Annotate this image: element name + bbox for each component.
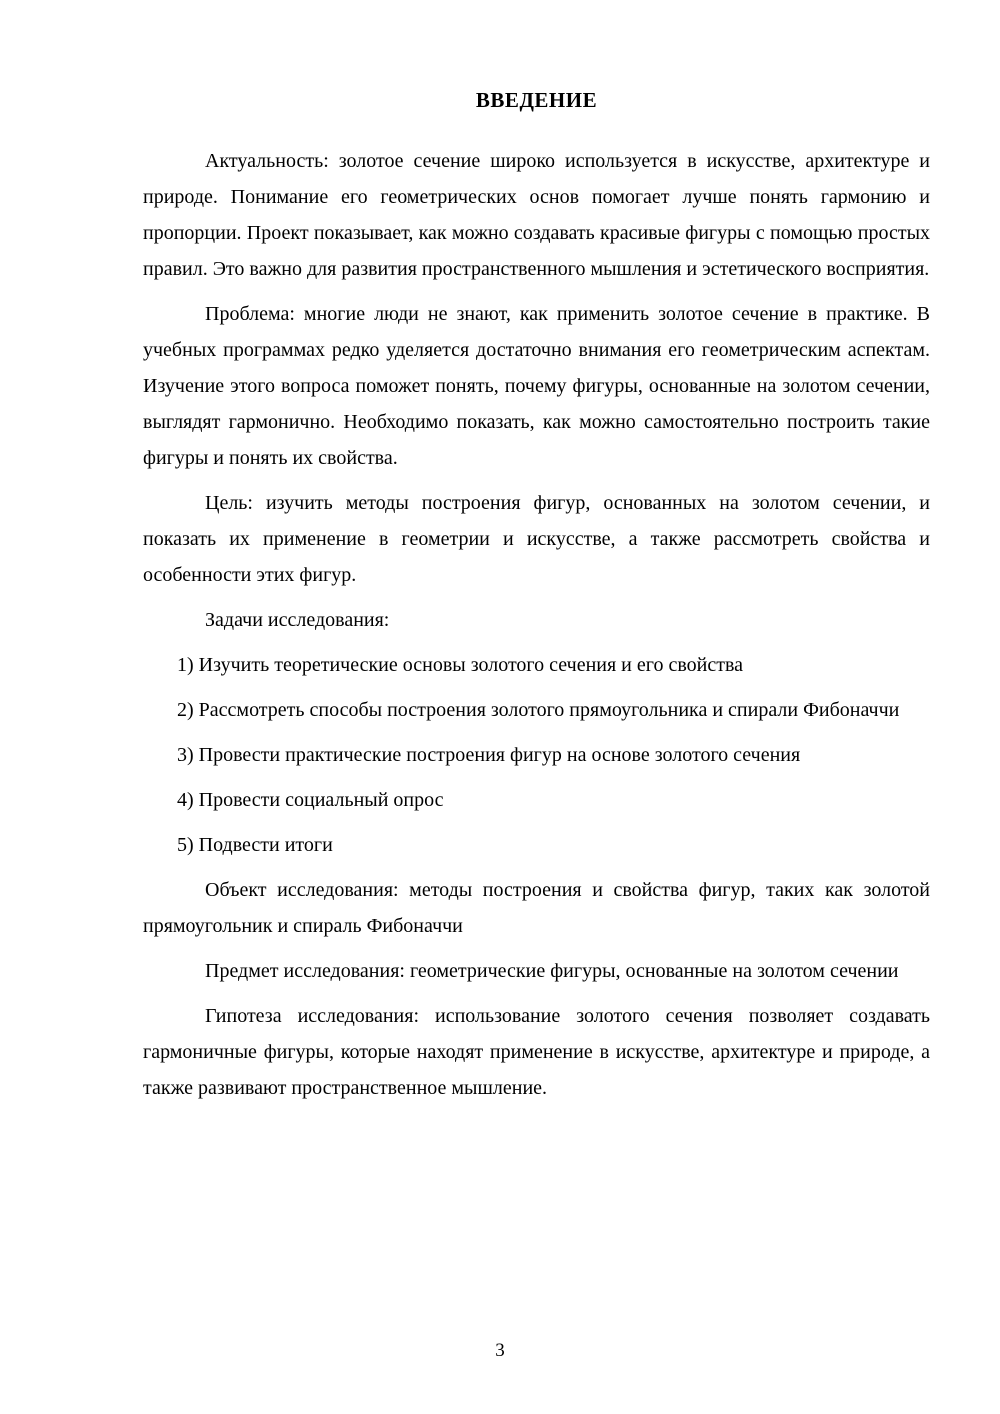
paragraph-hypothesis: Гипотеза исследования: использование золотого сечения позволяет создавать гармоничные фигуры, которые находят применение в искусстве, архитектуре и природе, а также развивают пространственное мышление.: [143, 1005, 930, 1099]
task-list-item-1: 1) Изучить теоретические основы золотого сечения и его свойства: [177, 654, 744, 676]
task-list-item-5: 5) Подвести итоги: [177, 834, 333, 856]
paragraph-object: Объект исследования: методы построения и свойства фигур, таких как золотой прямоугольник и спираль Фибоначчи: [143, 879, 930, 937]
task-list-item-4: 4) Провести социальный опрос: [177, 789, 444, 811]
page-number: 3: [495, 1340, 505, 1361]
task-list-item-2: 2) Рассмотреть способы построения золотого прямоугольника и спирали Фибоначчи: [177, 699, 900, 721]
paragraph-subject: Предмет исследования: геометрические фигуры, основанные на золотом сечении: [205, 960, 899, 982]
paragraph-relevance: Актуальность: золотое сечение широко используется в искусстве, архитектуре и природе. Понимание его геометрических основ помогает лучше понять гармонию и пропорции. Проект показывает, как можно создавать красивые фигуры с помощью простых правил. Это важно для развития пространственного мышления и эстетического восприятия.: [143, 150, 930, 280]
paragraph-goal: Цель: изучить методы построения фигур, основанных на золотом сечении, и показать их применение в геометрии и искусстве, а также рассмотреть свойства и особенности этих фигур.: [143, 492, 930, 586]
paragraph-problem: Проблема: многие люди не знают, как применить золотое сечение в практике. В учебных программах редко уделяется достаточно внимания его геометрическим аспектам. Изучение этого вопроса поможет понять, почему фигуры, основанные на золотом сечении, выглядят гармонично. Необходимо показать, как можно самостоятельно построить такие фигуры и понять их свойства.: [143, 303, 930, 469]
task-list-item-3: 3) Провести практические построения фигур на основе золотого сечения: [177, 744, 801, 766]
paragraph-tasks-heading: Задачи исследования:: [205, 609, 390, 631]
page-title: ВВЕДЕНИЕ: [475, 88, 598, 112]
